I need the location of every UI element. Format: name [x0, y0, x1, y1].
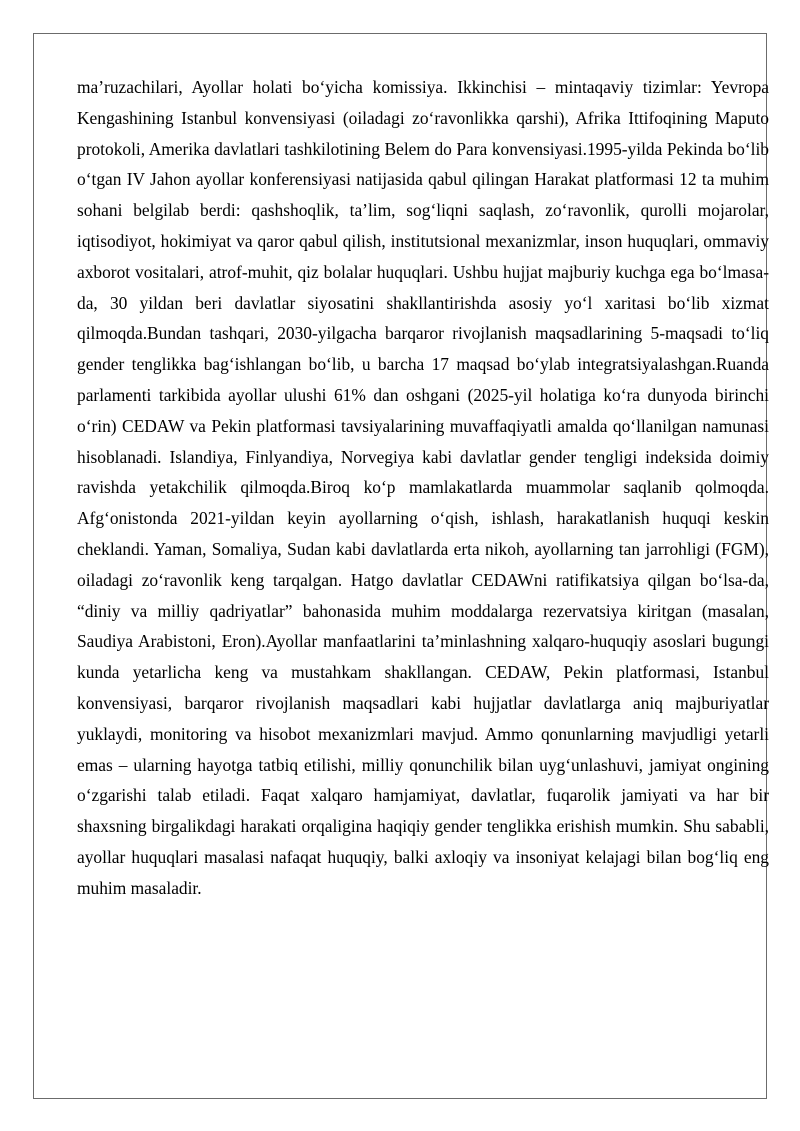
body-paragraph: ma’ruzachilari, Ayollar holati bo‘yicha komissiya. Ikkinchisi – mintaqaviy tizimlar: Yevropa Kengashining Istanbul konvensiyasi (oiladagi zo‘ravonlikka qarshi), Afrika Ittifoqining Maputo protokoli, Amerika davlatlari tashkilotining Belem do Para konvensiyasi.1995-yilda Pekinda bo‘lib o‘tgan IV Jahon ayollar konferensiyasi natijasida qabul qilingan Harakat platformasi 12 ta muhim sohani belgilab berdi: qashshoqlik, ta’lim, sog‘liqni saqlash, zo‘ravonlik, qurolli mojarolar, iqtisodiyot, hokimiyat va qaror qabul qilish, institutsional mexanizmlar, inson huquqlari, ommaviy axborot vositalari, atrof-muhit, qiz bolalar huquqlari. Ushbu hujjat majburiy kuchga ega bo‘lmasa-da, 30 yildan beri davlatlar siyosatini shakllantirishda asosiy yo‘l xaritasi bo‘lib xizmat qilmoqda.Bundan tashqari, 2030-yilgacha barqaror rivojlanish maqsadlarining 5-maqsadi to‘liq gender tenglikka bag‘ishlangan bo‘lib, u barcha 17 maqsad bo‘ylab integratsiyalashgan.Ruanda parlamenti tarkibida ayollar ulushi 61% dan oshgani (2025-yil holatiga ko‘ra dunyoda birinchi o‘rin) CEDAW va Pekin platformasi tavsiyalarining muvaffaqiyatli amalda qo‘llanilgan namunasi hisoblanadi. Islandiya, Finlyandiya, Norvegiya kabi davlatlar gender tengligi indeksida doimiy ravishda yetakchilik qilmoqda.Biroq ko‘p mamlakatlarda muammolar saqlanib qolmoqda. Afg‘onistonda 2021-yildan keyin ayollarning o‘qish, ishlash, harakatlanish huquqi keskin cheklandi. Yaman, Somaliya, Sudan kabi davlatlarda erta nikoh, ayollarning tan jarrohligi (FGM), oiladagi zo‘ravonlik keng tarqalgan. Hatgo davlatlar CEDAWni ratifikatsiya qilgan bo‘lsa-da, “diniy va milliy qadriyatlar” bahonasida muhim moddalarga rezervatsiya kiritgan (masalan, Saudiya Arabistoni, Eron).Ayollar manfaatlarini ta’minlashning xalqaro-huquqiy asoslari bugungi kunda yetarlicha keng va mustahkam shakllangan. CEDAW, Pekin platformasi, Istanbul konvensiyasi, barqaror rivojlanish maqsadlari kabi hujjatlar davlatlarga aniq majburiyatlar yuklaydi, monitoring va hisobot mexanizmlari mavjud. Ammo qonunlarning mavjudligi yetarli emas – ularning hayotga tatbiq etilishi, milliy qonunchilik bilan uyg‘unlashuvi, jamiyat ongining o‘zgarishi talab etiladi. Faqat xalqaro hamjamiyat, davlatlar, fuqarolik jamiyati va har bir shaxsning birgalikdagi harakati orqaligina haqiqiy gender tenglikka erishish mumkin. Shu sababli, ayollar huquqlari masalasi nafaqat huquqiy, balki axloqiy va insoniyat kelajagi bilan bog‘liq eng muhim masaladir. — [77, 77, 769, 898]
